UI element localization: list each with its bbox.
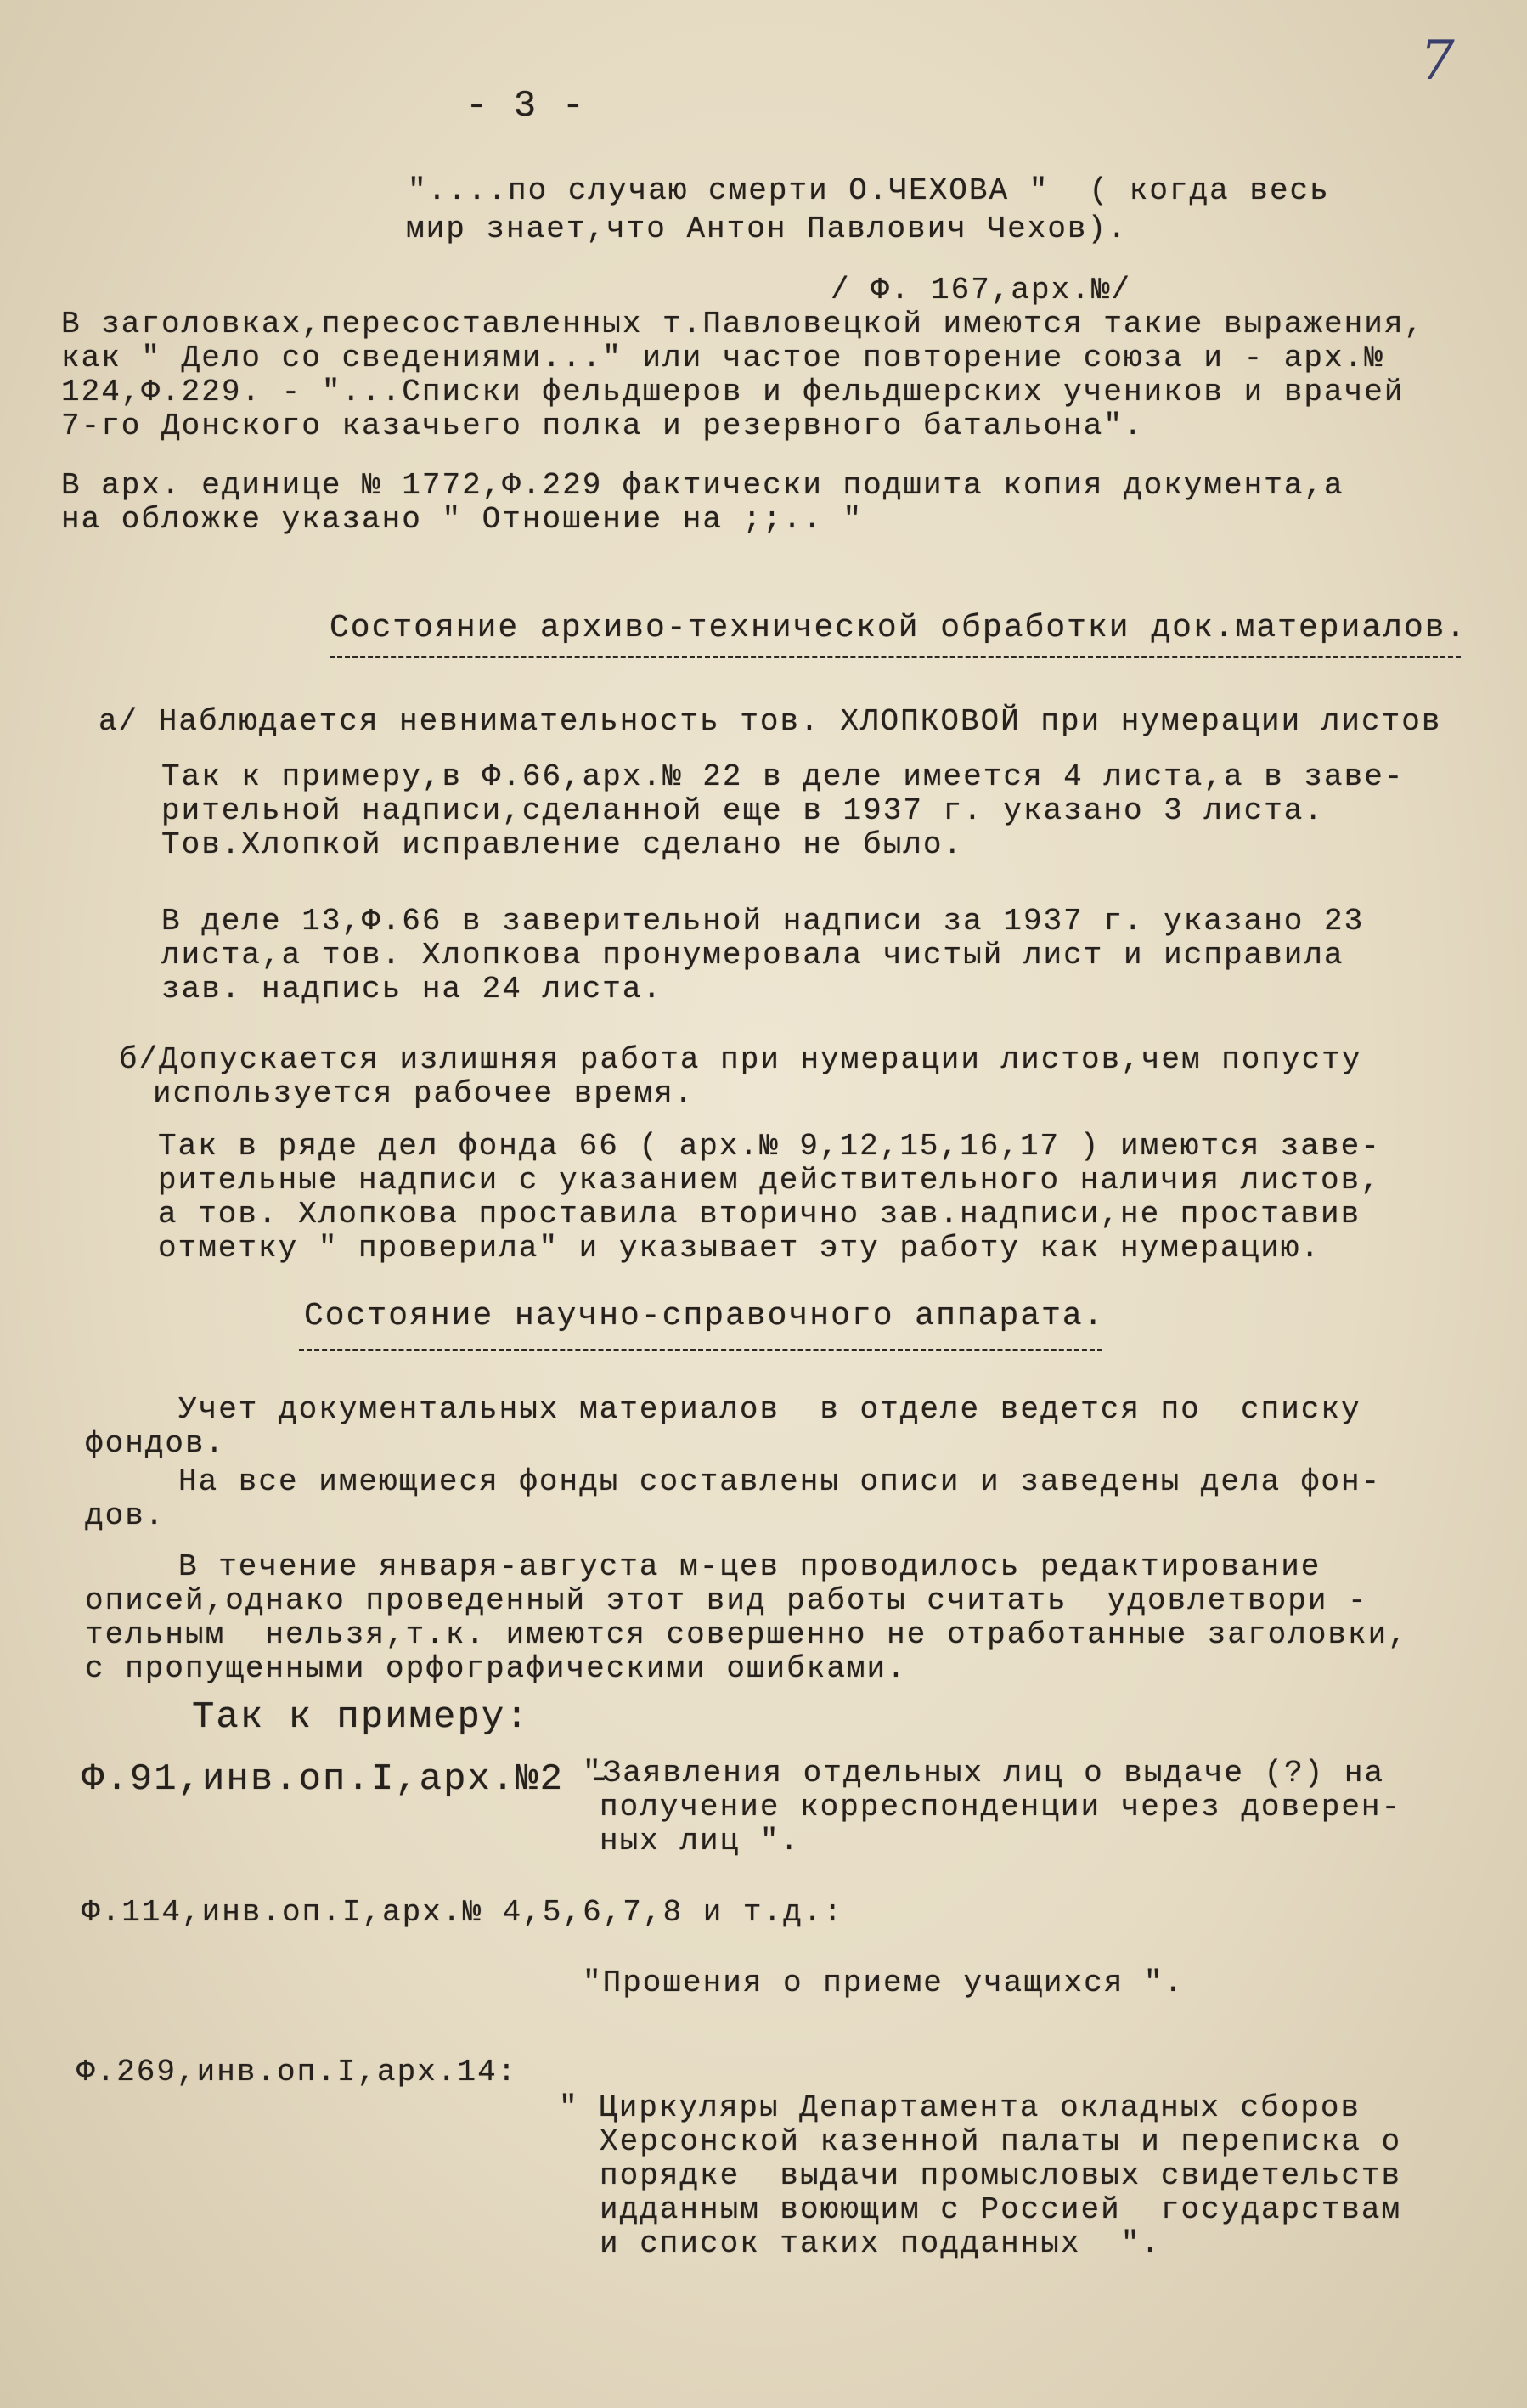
item-b2-line-2: рительные надписи с указанием действительного наличия листов, — [158, 1163, 1381, 1198]
item-a2-line-2: листа,а тов. Хлопкова пронумеровала чистый лист и исправила — [161, 938, 1344, 973]
example-1-text-line-2: получение корреспонденции через доверен- — [600, 1790, 1402, 1824]
item-a-line-2: Так к примеру,в Ф.66,арх.№ 22 в деле имеется 4 листа,а в заве- — [161, 759, 1405, 794]
example-3-reference: Ф.269,инв.оп.I,арх.14: — [76, 2055, 518, 2089]
section-heading-underline — [299, 1349, 1102, 1351]
intro-line-2: мир знает,что Антон Павлович Чехов). — [406, 211, 1128, 246]
item-a2-line-3: зав. надпись на 24 листа. — [161, 972, 663, 1007]
paragraph-editing-line-1: В течение января-августа м-цев проводилось редактирование — [178, 1549, 1321, 1584]
example-3-text-line-4: идданным воюющим с Россией государствам — [600, 2192, 1402, 2227]
paragraph-account-line-1: Учет документальных материалов в отделе ведется по списку — [178, 1392, 1361, 1427]
paragraph-account-line-2: фондов. — [85, 1426, 226, 1461]
item-a2-line-1: В деле 13,Ф.66 в заверительной надписи за 1937 г. указано 23 — [161, 904, 1365, 939]
paragraph-inventories-line-2: дов. — [85, 1498, 166, 1533]
paragraph-unit-line-1: В арх. единице № 1772,Ф.229 фактически подшита копия документа,а — [61, 468, 1344, 503]
example-1-reference: Ф.91,инв.оп.I,арх.№2 - — [82, 1758, 612, 1801]
sheet-number: 7 — [1420, 30, 1455, 93]
paragraph-editing-line-3: тельным нельзя,т.к. имеются совершенно не отработанные заголовки, — [85, 1617, 1408, 1652]
example-2-text: "Прошения о приеме учащихся ". — [583, 1965, 1185, 2000]
paragraph-editing-line-4: с пропущенными орфографическими ошибками. — [85, 1651, 907, 1686]
item-b2-line-3: а тов. Хлопкова проставила вторично зав.надписи,не проставив — [158, 1197, 1361, 1232]
paragraph-titles-line-4: 7-го Донского казачьего полка и резервного батальона". — [61, 409, 1144, 443]
paragraph-inventories-line-1: На все имеющиеся фонды составлены описи и заведены дела фон- — [178, 1464, 1382, 1499]
paragraph-unit-line-2: на обложке указано " Отношение на ;;.. " — [61, 502, 864, 537]
example-intro: Так к примеру: — [192, 1696, 530, 1739]
item-b2-line-4: отметку " проверила" и указывает эту работу как нумерацию. — [158, 1231, 1321, 1266]
paragraph-editing-line-2: описей,однако проведенный этот вид работы считать удовлетвори - — [85, 1583, 1368, 1618]
page-number: - 3 - — [465, 85, 587, 127]
intro-line-1: "....по случаю смерти О.ЧЕХОВА " ( когда весь — [408, 173, 1330, 208]
example-1-text-line-1: "Заявления отдельных лиц о выдаче (?) на — [583, 1756, 1385, 1790]
example-1-text-line-3: ных лиц ". — [600, 1824, 801, 1858]
item-b-line-1: б/Допускается излишняя работа при нумерации листов,чем попусту — [119, 1042, 1362, 1077]
item-a-line-3: рительной надписи,сделанной еще в 1937 г. указано 3 листа. — [161, 793, 1325, 828]
example-2-reference: Ф.114,инв.оп.I,арх.№ 4,5,6,7,8 и т.д.: — [82, 1895, 843, 1930]
example-3-text-line-1: " Циркуляры Департамента окладных сборов — [559, 2090, 1361, 2125]
fond-reference: / Ф. 167,арх.№/ — [831, 273, 1132, 307]
item-a-line-4: Тов.Хлопкой исправление сделано не было. — [161, 827, 964, 862]
example-3-text-line-5: и список таких подданных ". — [600, 2226, 1161, 2261]
example-3-text-line-3: порядке выдачи промысловых свидетельств — [600, 2158, 1402, 2193]
section-heading-underline — [330, 656, 1461, 658]
paragraph-titles-line-3: 124,Ф.229. - "...Списки фельдшеров и фельдшерских учеников и врачей — [61, 375, 1405, 409]
item-b-line-2: используется рабочее время. — [153, 1076, 695, 1111]
section-heading-reference-apparatus: Состояние научно-справочного аппарата. — [304, 1298, 1105, 1334]
item-b2-line-1: Так в ряде дел фонда 66 ( арх.№ 9,12,15,16,17 ) имеются заве- — [158, 1129, 1381, 1164]
example-3-text-line-2: Херсонской казенной палаты и переписка о — [600, 2124, 1402, 2159]
item-a-line-1: а/ Наблюдается невнимательность тов. ХЛОПКОВОЙ при нумерации листов — [99, 704, 1442, 739]
paragraph-titles-line-2: как " Дело со сведениями..." или частое повторение союза и - арх.№ — [61, 341, 1384, 375]
paragraph-titles-line-1: В заголовках,пересоставленных т.Павловецкой имеются такие выражения, — [61, 307, 1425, 341]
section-heading-archival-processing: Состояние архиво-технической обработки док.материалов. — [330, 610, 1468, 646]
